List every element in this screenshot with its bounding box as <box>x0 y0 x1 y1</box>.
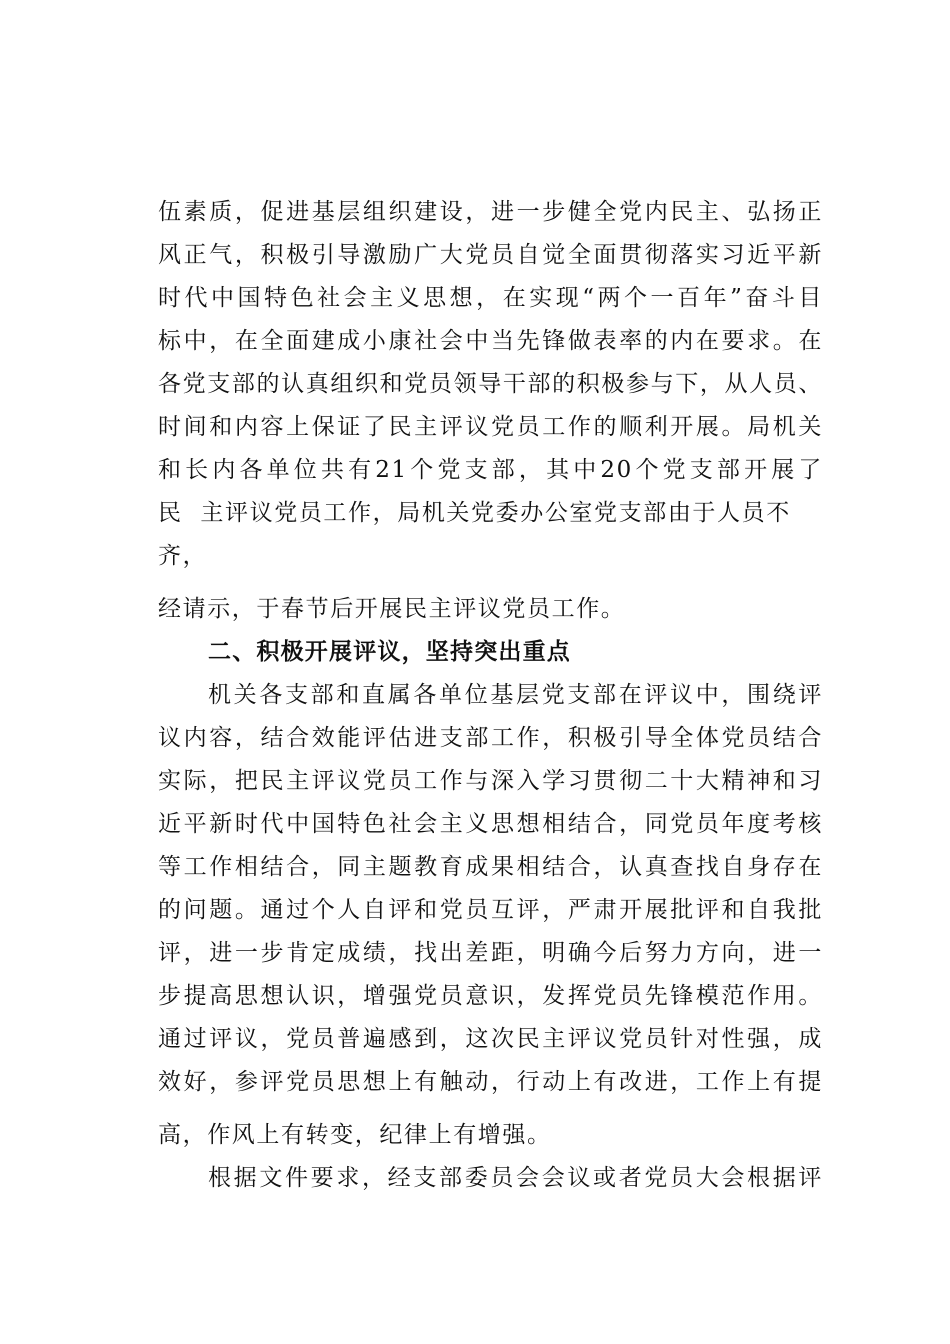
paragraph-2-line-3: 实际，把民主评议党员工作与深入学习贯彻二十大精神和习 <box>158 768 823 794</box>
paragraph-1-line-1: 伍素质，促进基层组织建设，进一步健全党内民主、弘扬正 <box>158 199 823 225</box>
paragraph-2-line-1: 机关各支部和直属各单位基层党支部在评议中，围绕评 <box>208 682 823 708</box>
paragraph-2-line-7: 评，进一步肯定成绩，找出差距，明确今后努力方向，进一 <box>158 940 823 966</box>
paragraph-2-line-6: 的问题。通过个人自评和党员互评，严肃开展批评和自我批 <box>158 897 823 923</box>
paragraph-1-line-6: 时间和内容上保证了民主评议党员工作的顺利开展。局机关 <box>158 414 823 440</box>
paragraph-1-line-7: 和长内各单位共有21个党支部，其中20个党支部开展了 <box>158 457 823 483</box>
paragraph-1-line-4: 标中，在全面建成小康社会中当先锋做表率的内在要求。在 <box>158 328 823 354</box>
paragraph-2-line-10: 效好，参评党员思想上有触动，行动上有改进，工作上有提 <box>158 1069 823 1095</box>
paragraph-2-line-11: 高，作风上有转变，纪律上有增强。 <box>158 1122 552 1148</box>
section-heading: 二、积极开展评议，坚持突出重点 <box>208 639 571 665</box>
paragraph-2-line-2: 议内容，结合效能评估进支部工作，积极引导全体党员结合 <box>158 725 823 751</box>
paragraph-1-line-2: 风正气，积极引导激励广大党员自觉全面贯彻落实习近平新 <box>158 242 823 268</box>
paragraph-1-line-5: 各党支部的认真组织和党员领导干部的积极参与下，从人员、 <box>158 371 823 397</box>
paragraph-1-line-3: 时代中国特色社会主义思想，在实现“两个一百年”奋斗目 <box>158 285 823 311</box>
paragraph-1-line-8: 民 主评议党员工作，局机关党委办公室党支部由于人员不 <box>158 500 791 526</box>
paragraph-2-line-5: 等工作相结合，同主题教育成果相结合，认真查找自身存在 <box>158 854 823 880</box>
paragraph-1-line-10: 经请示，于春节后开展民主评议党员工作。 <box>158 596 626 622</box>
paragraph-2-line-9: 通过评议，党员普遍感到，这次民主评议党员针对性强，成 <box>158 1026 823 1052</box>
paragraph-1-line-9: 齐， <box>158 543 208 569</box>
paragraph-2-line-4: 近平新时代中国特色社会主义思想相结合，同党员年度考核 <box>158 811 823 837</box>
paragraph-2-line-8: 步提高思想认识，增强党员意识，发挥党员先锋模范作用。 <box>158 983 823 1009</box>
paragraph-3-line-1: 根据文件要求，经支部委员会会议或者党员大会根据评 <box>208 1165 823 1191</box>
